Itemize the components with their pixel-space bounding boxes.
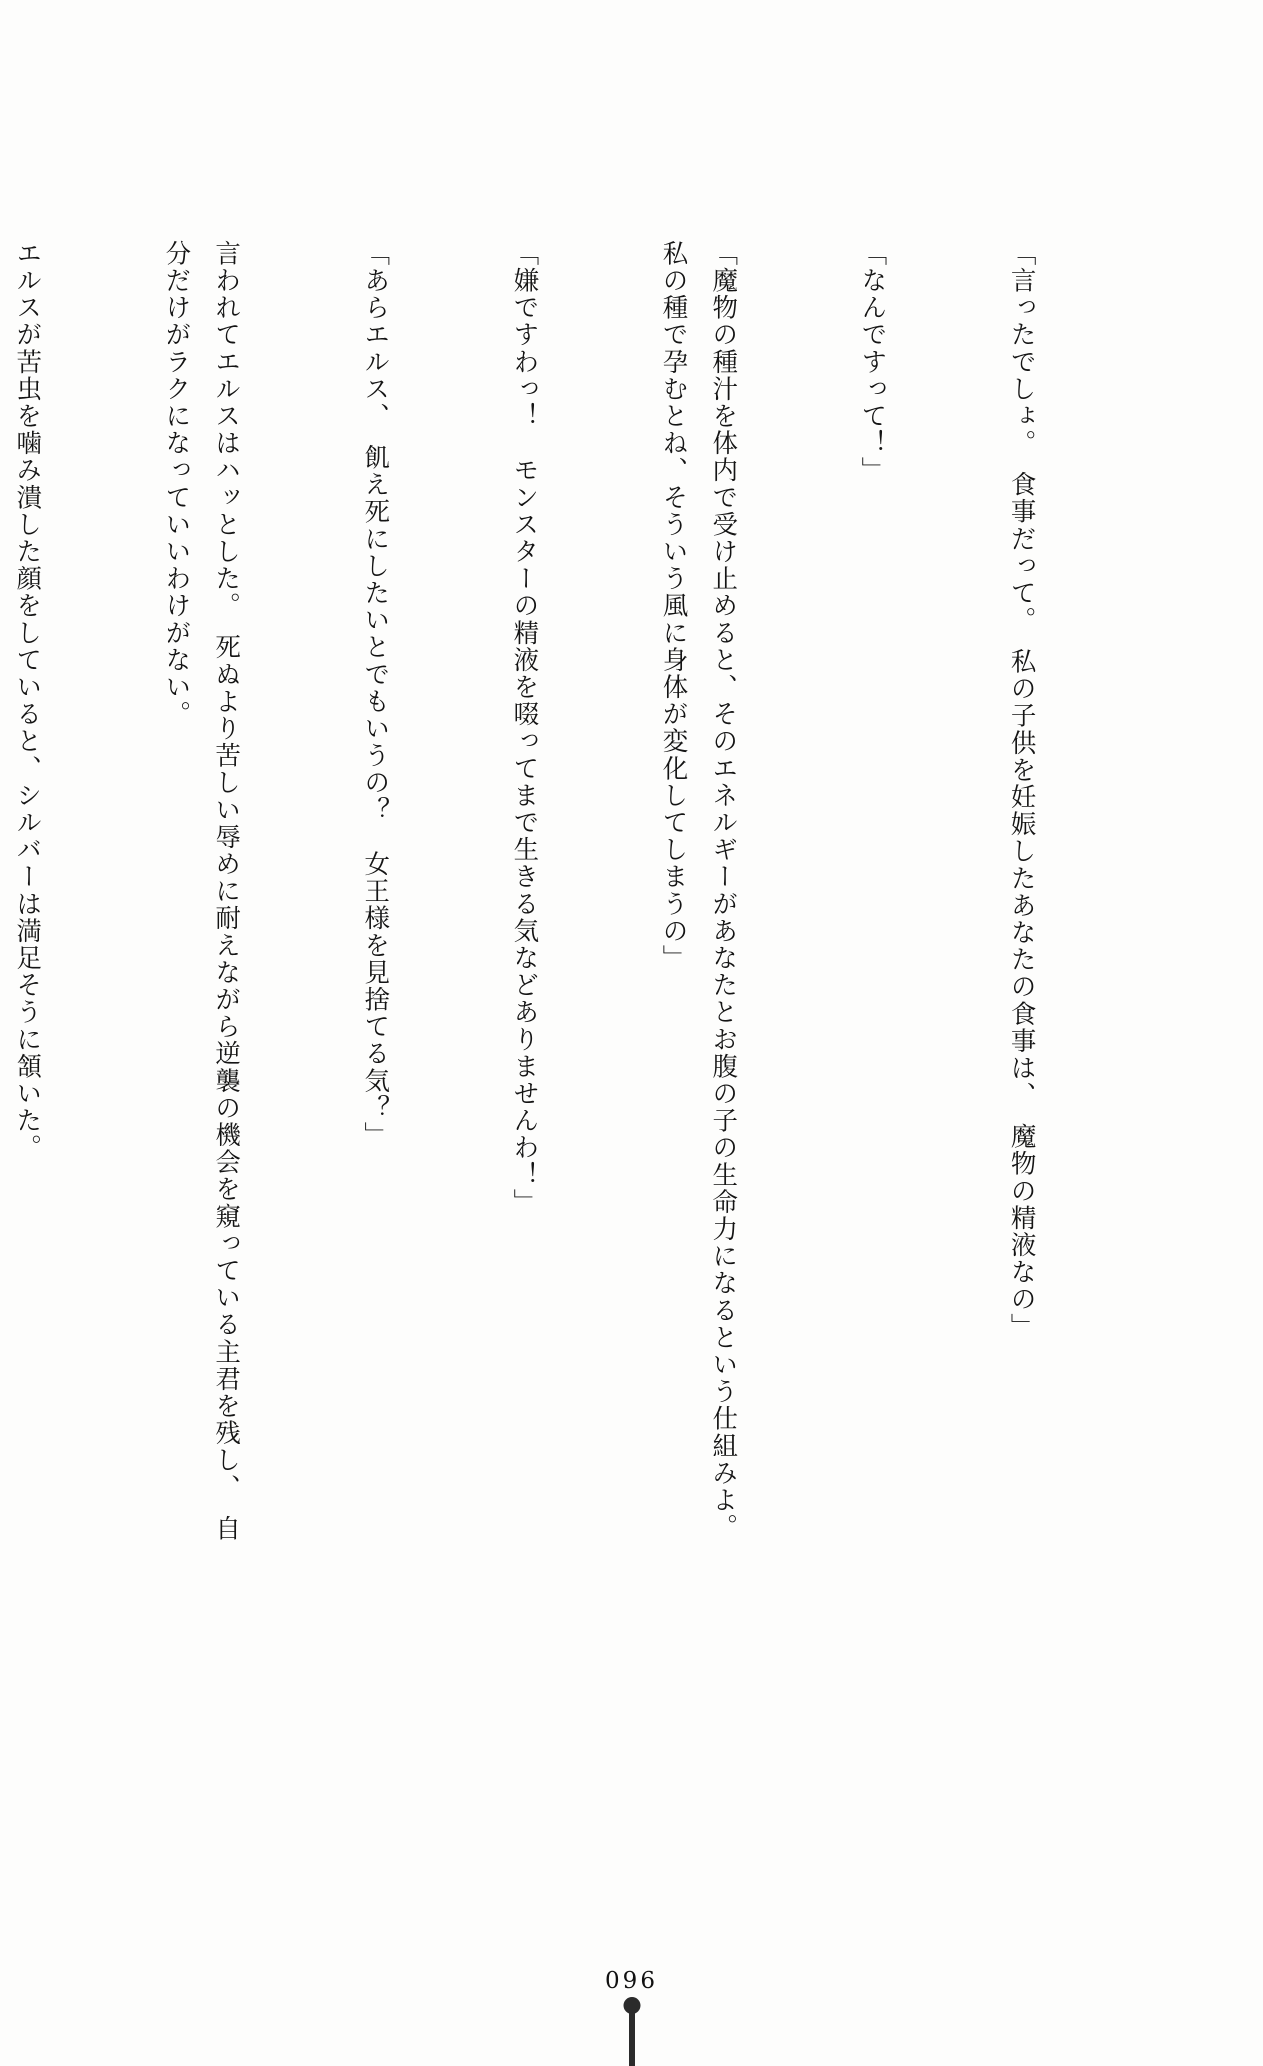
page-number: 096 [605, 1968, 658, 1994]
paragraph: 「魔物の種汁を体内で受け止めると、そのエネルギーがあなたとお腹の子の生命力になるという仕組みよ。 私の種で孕むとね、そういう風に身体が変化してしまうの」 [658, 240, 739, 1556]
page-footer [0, 1968, 1263, 1994]
paragraph: 言われてエルスはハッとした。 死ぬより苦しい辱めに耐えながら逆襲の機会を窺っている主君を残し、 自分だけがラクになっていいわけがない。 [161, 240, 242, 1543]
paragraph: 「あらエルス、 飢え死にしたいとでもいうの？ 女王様を見捨てる気？」 [360, 240, 391, 1149]
paragraph: 「なんですって！」 [857, 240, 888, 484]
paragraph: 「嫌ですわっ！ モンスターの精液を啜ってまで生きる気などありませんわ！」 [509, 240, 540, 1216]
paragraph: エルスが苦虫を噛み潰した顔をしていると、シルバーは満足そうに頷いた。 [12, 240, 43, 1162]
page-body-text [12, 240, 1145, 1560]
paragraph: 「言ったでしょ。 食事だって。 私の子供を妊娠したあなたの食事は、 魔物の精液なの」 [1006, 240, 1037, 1340]
footer-bar-ornament [629, 2008, 635, 2066]
